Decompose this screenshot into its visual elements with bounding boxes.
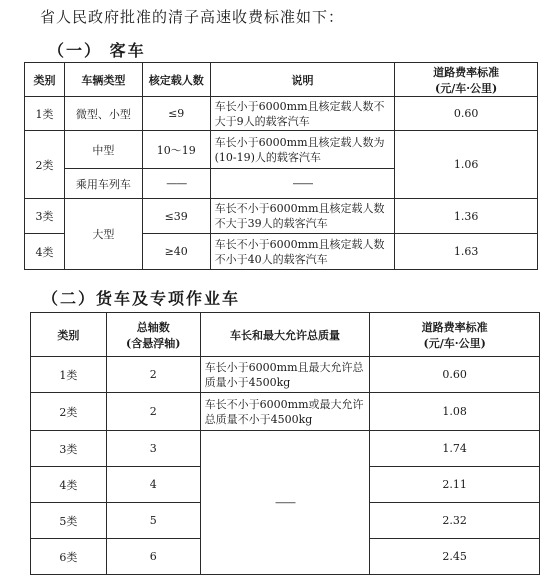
header-class: 类别 xyxy=(31,313,107,357)
table-row xyxy=(31,393,540,431)
table-header-row xyxy=(31,313,540,357)
header-rate xyxy=(395,63,538,97)
truck-fee-table xyxy=(30,312,540,575)
cell-rate: 1.74 xyxy=(370,431,540,467)
cell-axles: 4 xyxy=(106,467,200,503)
cell-class: 4类 xyxy=(25,234,65,270)
table-row xyxy=(25,199,538,234)
header-desc: 说明 xyxy=(210,63,395,97)
cell-class: 2类 xyxy=(31,393,107,431)
cell-seats: ≤9 xyxy=(142,97,210,131)
cell-desc: 车长不小于6000mm且核定载人数不大于39人的载客汽车 xyxy=(210,199,395,234)
header-rate xyxy=(370,313,540,357)
cell-axles: 2 xyxy=(106,393,200,431)
cell-rate: 2.45 xyxy=(370,539,540,575)
cell-desc: —— xyxy=(210,169,395,199)
header-vehicle-type: 车辆类型 xyxy=(64,63,142,97)
table-row xyxy=(25,131,538,169)
cell-rate: 1.06 xyxy=(395,131,538,199)
intro-text: 省人民政府批准的清子高速收费标准如下： xyxy=(40,8,345,26)
cell-seats: —— xyxy=(142,169,210,199)
cell-class: 5类 xyxy=(31,503,107,539)
header-rate-line1: 道路费率标准 xyxy=(421,320,488,334)
cell-rate: 1.36 xyxy=(395,199,538,234)
cell-axles: 6 xyxy=(106,539,200,575)
table-row xyxy=(25,97,538,131)
header-rate-line2: (元/车·公里) xyxy=(423,336,486,350)
header-axles-line2: (含悬浮轴) xyxy=(126,336,181,350)
cell-class: 3类 xyxy=(25,199,65,234)
header-axles xyxy=(106,313,200,357)
header-axles-line1: 总轴数 xyxy=(136,320,170,334)
cell-type: 大型 xyxy=(64,199,142,270)
cell-rate: 2.11 xyxy=(370,467,540,503)
cell-class: 1类 xyxy=(31,357,107,393)
cell-seats: ≤39 xyxy=(142,199,210,234)
cell-desc: 车长小于6000mm且核定载人数不大于9人的载客汽车 xyxy=(210,97,395,131)
cell-desc: 车长小于6000mm且核定载人数为(10-19)人的载客汽车 xyxy=(210,131,395,169)
table-header-row xyxy=(25,63,538,97)
section-title-passenger: （一） 客车 xyxy=(48,41,146,60)
cell-axles: 2 xyxy=(106,357,200,393)
cell-rate: 0.60 xyxy=(370,357,540,393)
header-class: 类别 xyxy=(25,63,65,97)
cell-type: 微型、小型 xyxy=(64,97,142,131)
header-desc: 车长和最大允许总质量 xyxy=(200,313,370,357)
cell-desc: 车长不小于6000mm或最大允许总质量不小于4500kg xyxy=(200,393,370,431)
table-row xyxy=(31,357,540,393)
cell-class: 3类 xyxy=(31,431,107,467)
cell-rate: 0.60 xyxy=(395,97,538,131)
header-seats: 核定载人数 xyxy=(142,63,210,97)
table-row xyxy=(31,431,540,467)
cell-rate: 1.63 xyxy=(395,234,538,270)
cell-axles: 3 xyxy=(106,431,200,467)
cell-desc: 车长不小于6000mm且核定载人数不小于40人的载客汽车 xyxy=(210,234,395,270)
cell-rate: 2.32 xyxy=(370,503,540,539)
passenger-fee-table xyxy=(24,62,538,270)
cell-rate: 1.08 xyxy=(370,393,540,431)
cell-class: 6类 xyxy=(31,539,107,575)
cell-class: 2类 xyxy=(25,131,65,199)
cell-seats: 10～19 xyxy=(142,131,210,169)
header-rate-line2: (元/车·公里) xyxy=(435,81,498,95)
section-title-truck: （二）货车及专项作业车 xyxy=(42,289,241,308)
cell-class: 1类 xyxy=(25,97,65,131)
cell-desc: —— xyxy=(200,431,370,575)
cell-seats: ≥40 xyxy=(142,234,210,270)
cell-type: 中型 xyxy=(64,131,142,169)
cell-axles: 5 xyxy=(106,503,200,539)
cell-type: 乘用车列车 xyxy=(64,169,142,199)
header-rate-line1: 道路费率标准 xyxy=(433,65,500,79)
cell-class: 4类 xyxy=(31,467,107,503)
cell-desc: 车长小于6000mm且最大允许总质量小于4500kg xyxy=(200,357,370,393)
